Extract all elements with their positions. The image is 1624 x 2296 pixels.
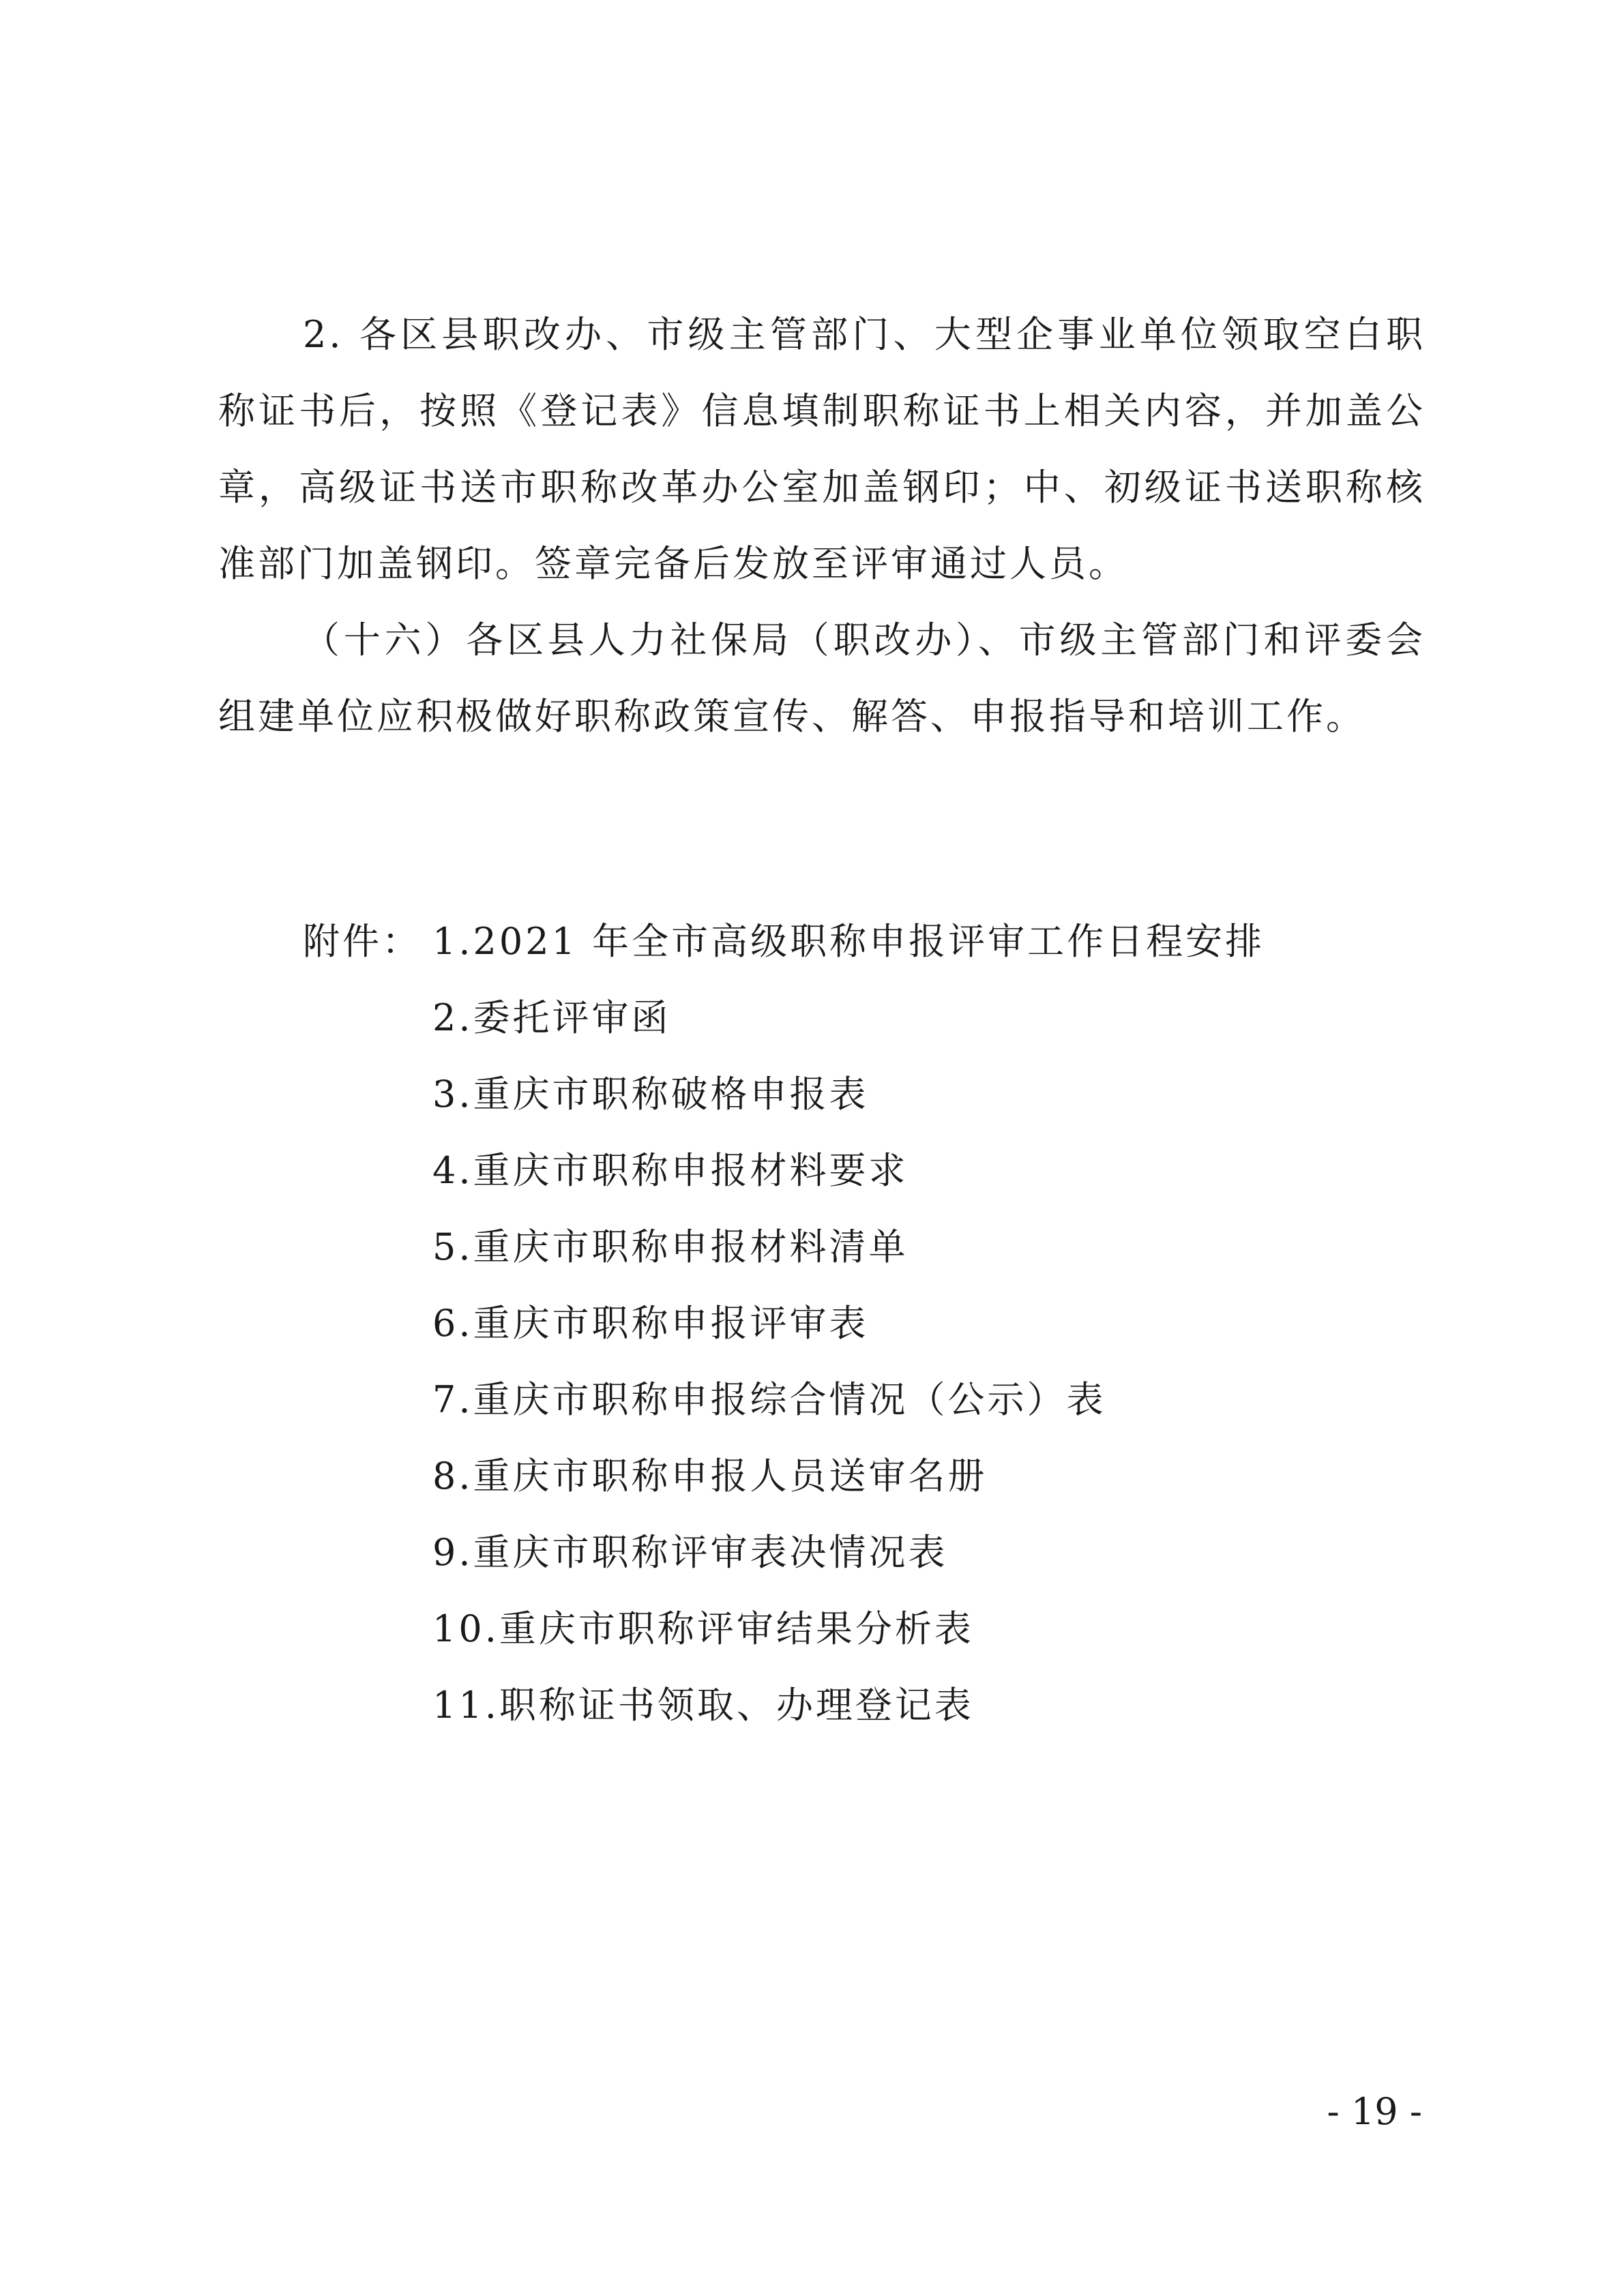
attachment-item-text: 7.重庆市职称申报综合情况（公示）表 bbox=[432, 1378, 1106, 1421]
attachment-item bbox=[303, 1209, 1462, 1285]
attachment-item bbox=[303, 980, 1462, 1056]
attachment-item bbox=[303, 1285, 1462, 1362]
attachment-item-text: 1.2021 年全市高级职称申报评审工作日程安排 bbox=[432, 920, 1265, 963]
attachment-item bbox=[303, 1667, 1462, 1744]
attachment-item bbox=[303, 1515, 1462, 1591]
attachment-item-text: 8.重庆市职称申报人员送审名册 bbox=[432, 1455, 988, 1497]
attachment-item-text: 3.重庆市职称破格申报表 bbox=[432, 1073, 869, 1116]
attachment-item bbox=[303, 1591, 1462, 1667]
attachments-label: 附件： bbox=[303, 920, 422, 963]
attachment-item bbox=[303, 1056, 1462, 1133]
attachment-item-text: 5.重庆市职称申报材料清单 bbox=[432, 1225, 909, 1268]
paragraph-certificate-issuance: 2. 各区县职改办、市级主管部门、大型企事业单位领取空白职称证书后，按照《登记表》信息填制职称证书上相关内容，并加盖公章，高级证书送市职称改革办公室加盖钢印；中、初级证书送职称核准部门加盖钢印。签章完备后发放至评审通过人员。 bbox=[218, 313, 1426, 585]
attachment-item bbox=[303, 904, 1462, 980]
attachment-item bbox=[303, 1362, 1462, 1438]
attachment-item-text: 10.重庆市职称评审结果分析表 bbox=[432, 1607, 974, 1650]
attachment-item bbox=[303, 1133, 1462, 1209]
attachment-item-text: 2.委托评审函 bbox=[432, 996, 671, 1039]
body-text bbox=[218, 297, 1426, 755]
attachment-item-text: 9.重庆市职称评审表决情况表 bbox=[432, 1531, 948, 1574]
attachment-item bbox=[303, 1438, 1462, 1515]
paragraph-policy-publicity: （十六）各区县人力社保局（职改办）、市级主管部门和评委会组建单位应积极做好职称政策宣传、解答、申报指导和培训工作。 bbox=[218, 618, 1426, 738]
attachment-item-text: 11.职称证书领取、办理登记表 bbox=[432, 1684, 974, 1727]
attachment-item-text: 6.重庆市职称申报评审表 bbox=[432, 1302, 869, 1345]
page-number: - 19 - bbox=[1327, 2090, 1422, 2133]
attachment-item-text: 4.重庆市职称申报材料要求 bbox=[432, 1149, 909, 1192]
attachments-list bbox=[303, 904, 1462, 1744]
